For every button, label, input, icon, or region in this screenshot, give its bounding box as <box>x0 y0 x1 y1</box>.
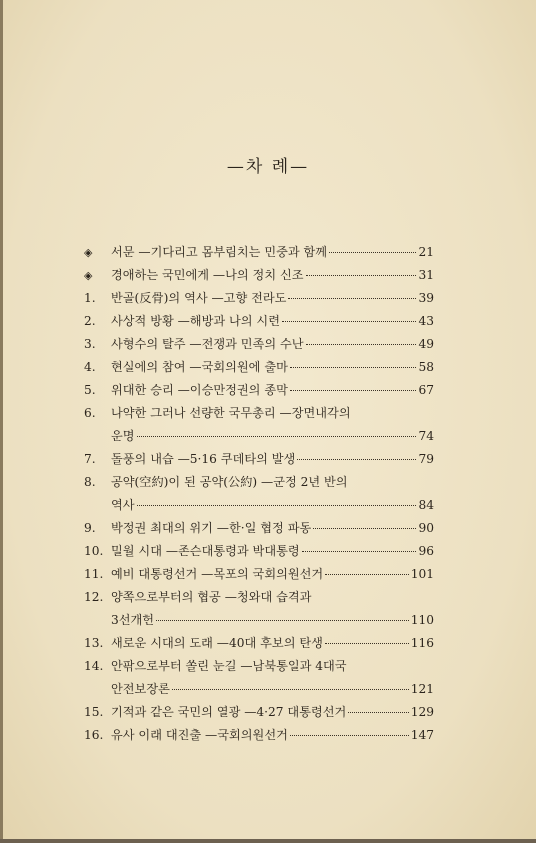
page-bottom-edge <box>0 839 536 843</box>
toc-entry-title: 유사 이래 대진출 —국회의원선거 <box>111 728 288 742</box>
toc-entry-line <box>84 356 434 379</box>
toc-entry <box>84 471 434 517</box>
toc-entry-line <box>84 287 434 310</box>
toc-entry-title: 사상적 방황 —해방과 나의 시련 <box>111 314 280 328</box>
toc-entry-title: 서문 —기다리고 몸부림치는 민중과 함께 <box>111 245 328 259</box>
toc-entry <box>84 540 434 563</box>
toc-entry-title: 예비 대통령선거 —목포의 국회의원선거 <box>111 567 324 581</box>
toc-entry-number: 12. <box>84 590 104 604</box>
toc-entry <box>84 586 434 632</box>
toc-entry-number: 2. <box>84 314 96 328</box>
toc-entry-title: 공약(空約)이 된 공약(公約) —군정 2년 반의 <box>111 475 348 489</box>
toc-entry-title: 경애하는 국민에게 —나의 정치 신조 <box>111 268 304 282</box>
toc-entry <box>84 241 434 264</box>
dot-leader <box>137 436 416 437</box>
toc-entry-number: 9. <box>84 521 96 535</box>
toc-entry-line <box>84 310 434 333</box>
toc-entry-title: 위대한 승리 —이승만정권의 종막 <box>111 383 288 397</box>
dot-leader <box>306 344 416 345</box>
toc-entry-line <box>84 586 434 609</box>
toc-page-number: 21 <box>418 245 434 259</box>
toc-entry-number: 1. <box>84 291 96 305</box>
toc-entry-number: 15. <box>84 705 104 719</box>
toc-page-number: 101 <box>410 567 434 581</box>
toc-entry-number: 5. <box>84 383 96 397</box>
toc-entry-title: 현실에의 참여 —국회의원에 출마 <box>111 360 288 374</box>
dot-leader <box>282 321 416 322</box>
toc-entry <box>84 287 434 310</box>
toc-entry-number: 6. <box>84 406 96 420</box>
toc-entry-line <box>84 517 434 540</box>
toc-page-number: 39 <box>418 291 434 305</box>
dot-leader <box>297 459 416 460</box>
toc-entry <box>84 563 434 586</box>
toc-entry-title: 역사 <box>111 498 135 512</box>
dot-leader <box>325 643 409 644</box>
toc-entry-line <box>84 241 434 264</box>
toc-entry-line <box>84 402 434 425</box>
toc-entry-title: 3선개헌 <box>111 613 155 627</box>
toc-entry-number: 14. <box>84 659 104 673</box>
toc-title: —차 례— <box>226 157 310 177</box>
toc-entry-line <box>84 494 434 517</box>
toc-page-number: 110 <box>410 613 434 627</box>
toc-entry-line <box>84 471 434 494</box>
toc-page-number: 79 <box>418 452 434 466</box>
dot-leader <box>329 252 416 253</box>
toc-entry <box>84 333 434 356</box>
dot-leader <box>348 712 408 713</box>
dot-leader <box>302 551 416 552</box>
toc-entry-number: 7. <box>84 452 96 466</box>
toc-entry-title: 양쪽으로부터의 협공 —청와대 습격과 <box>111 590 312 604</box>
toc-entry-number: 16. <box>84 728 104 742</box>
toc-entry <box>84 724 434 747</box>
toc-entry-number: 8. <box>84 475 96 489</box>
dot-leader <box>325 574 409 575</box>
dot-leader <box>172 689 409 690</box>
toc-entry-line <box>84 724 434 747</box>
toc-entry-line <box>84 448 434 471</box>
toc-entry-number: 3. <box>84 337 96 351</box>
toc-entry <box>84 701 434 724</box>
toc-entry-title: 나약한 그러나 선량한 국무총리 —장면내각의 <box>111 406 351 420</box>
toc-entry-title: 사형수의 탈주 —전쟁과 민족의 수난 <box>111 337 304 351</box>
dot-leader <box>290 735 409 736</box>
toc-entry-number: 13. <box>84 636 104 650</box>
toc-page-number: 31 <box>418 268 434 282</box>
toc-entry-line <box>84 264 434 287</box>
dot-leader <box>290 390 416 391</box>
toc-entry-line <box>84 333 434 356</box>
toc-entry-title: 박정권 최대의 위기 —한·일 협정 파동 <box>111 521 312 535</box>
toc-entry-line <box>84 379 434 402</box>
toc-page-number: 116 <box>410 636 434 650</box>
toc-entry <box>84 402 434 448</box>
toc-entry <box>84 655 434 701</box>
toc-entry <box>84 379 434 402</box>
toc-page-number: 129 <box>410 705 434 719</box>
toc-entry-title: 기적과 같은 국민의 열광 —4·27 대통령선거 <box>111 705 347 719</box>
toc-page-number: 74 <box>418 429 434 443</box>
toc-entry-title: 밀월 시대 —존슨대통령과 박대통령 <box>111 544 300 558</box>
toc-page-number: 84 <box>418 498 434 512</box>
dot-leader <box>290 367 416 368</box>
toc-entry-line <box>84 701 434 724</box>
toc-entry-title: 운명 <box>111 429 135 443</box>
page-edge-shadow <box>0 0 3 843</box>
dot-leader <box>156 620 409 621</box>
toc-entry-title: 돌풍의 내습 —5·16 쿠데타의 발생 <box>111 452 296 466</box>
toc-page-number: 96 <box>418 544 434 558</box>
dot-leader <box>306 275 416 276</box>
toc-entry-line <box>84 678 434 701</box>
toc-page-number: 90 <box>418 521 434 535</box>
toc-page-number: 67 <box>418 383 434 397</box>
dot-leader <box>288 298 416 299</box>
toc-page-number: 49 <box>418 337 434 351</box>
toc-entry-line <box>84 540 434 563</box>
diamond-bullet-icon: ◈ <box>84 269 93 282</box>
toc-entry-number: 10. <box>84 544 104 558</box>
toc-page-number: 58 <box>418 360 434 374</box>
toc-entry <box>84 448 434 471</box>
toc-page-number: 121 <box>410 682 434 696</box>
toc-entry-line <box>84 425 434 448</box>
dot-leader <box>313 528 416 529</box>
dot-leader <box>137 505 416 506</box>
toc-page-number: 147 <box>410 728 434 742</box>
toc-entry <box>84 356 434 379</box>
toc-entry-title: 안팎으로부터 쏠린 눈길 —남북통일과 4대국 <box>111 659 347 673</box>
toc-entry <box>84 632 434 655</box>
toc-entry-title: 안전보장론 <box>111 682 170 696</box>
toc-entry-line <box>84 632 434 655</box>
toc-entry-line <box>84 563 434 586</box>
toc-entry-number: 4. <box>84 360 96 374</box>
toc-entry <box>84 517 434 540</box>
toc-entry-title: 반골(反骨)의 역사 —고향 전라도 <box>111 291 287 305</box>
diamond-bullet-icon: ◈ <box>84 246 93 259</box>
toc-entry-line <box>84 609 434 632</box>
toc-entry-line <box>84 655 434 678</box>
toc-entry <box>84 264 434 287</box>
toc-page-number: 43 <box>418 314 434 328</box>
toc-entry <box>84 310 434 333</box>
toc-entry-title: 새로운 시대의 도래 —40대 후보의 탄생 <box>111 636 323 650</box>
toc-entry-number: 11. <box>84 567 104 581</box>
table-of-contents <box>84 241 434 747</box>
